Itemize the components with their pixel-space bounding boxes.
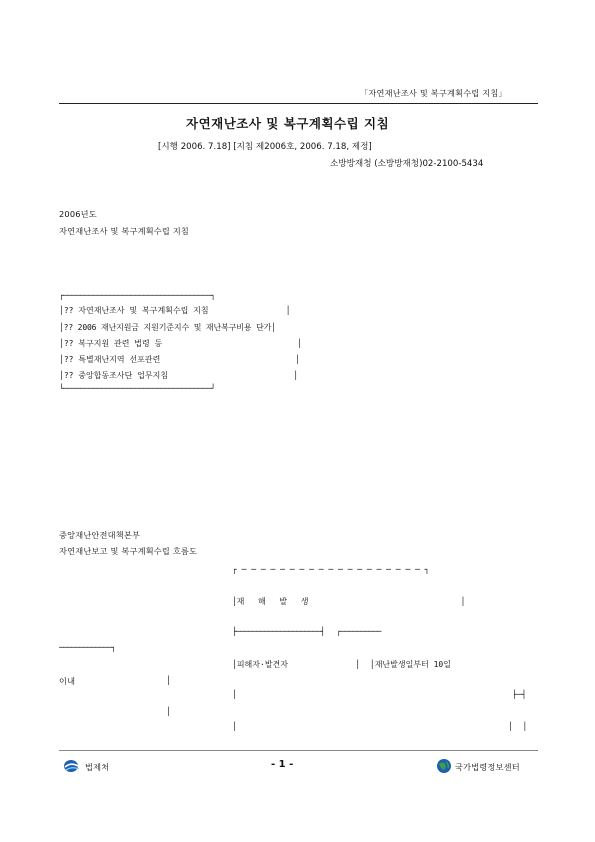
document-year: 2006년도 — [59, 209, 97, 219]
toc-item: │?? 2006 재난지원금 지원기준지수 및 재난복구비용 단가│ — [59, 323, 276, 332]
flow-title: 자연재난보고 및 복구계획수립 흐름도 — [59, 546, 198, 556]
flow-right-connector: ├─┤ — [512, 690, 527, 699]
page-number: - 1 - — [271, 759, 294, 770]
toc-item: │?? 자연재난조사 및 복구계획수립 지침 │ — [59, 306, 291, 315]
footer-left-label: 법제처 — [85, 762, 110, 772]
flow-within-label: 이내 — [59, 676, 76, 686]
flow-pipe: │ — [166, 676, 171, 685]
flow-divider-row: ├─────────────────────┤ ┌────────── — [232, 627, 381, 636]
flow-victim-row: │피해자·발견자 │ │재난발생일부터 10일 — [232, 660, 451, 669]
footer-right-label: 국가법령정보센터 — [455, 762, 520, 772]
toc-item: │?? 특별재난지역 선포관련 │ — [59, 355, 301, 364]
running-title: 「자연재난조사 및 복구계획수립 지침」 — [360, 88, 507, 98]
law-center-logo-icon — [436, 758, 452, 778]
enactment-info: [시행 2006. 7.18] [지침 제2006호, 2006. 7.18, 제정] — [158, 142, 372, 152]
moleg-logo-icon — [63, 758, 81, 778]
toc-top-border: ┌───────────────────────────────────┐ — [59, 291, 216, 300]
flow-box-top: ┌ ─ ─ ─ ─ ─ ─ ─ ─ ─ ─ ─ ─ ─ ─ ─ ─ ─ ─ ─ ┐ — [232, 565, 430, 574]
document-title: 자연재난조사 및 복구계획수립 지침 — [186, 116, 390, 131]
flow-pipe: │ — [232, 722, 237, 731]
agency-info: 소방방재청 (소방방재청)02-2100-5434 — [330, 159, 484, 169]
flow-disaster-row: │재 해 발 생 │ — [232, 597, 466, 606]
org-name: 중앙재난안전대책본부 — [59, 530, 141, 540]
flow-pipe: │ — [166, 707, 171, 716]
header-rule — [59, 103, 538, 104]
flow-bottom-right: │ │ — [508, 722, 528, 731]
footer-rule — [59, 750, 538, 751]
toc-item: │?? 복구지원 관련 법령 등 │ — [59, 339, 302, 348]
toc-bottom-border: └───────────────────────────────────┘ — [59, 384, 216, 393]
toc-item: │?? 중앙합동조사단 업무지침 │ — [59, 371, 299, 380]
flow-left-line: ─────────────┐ — [59, 643, 116, 652]
flow-pipe: │ — [232, 690, 237, 699]
document-subtitle: 자연재난조사 및 복구계획수립 지침 — [59, 226, 190, 236]
